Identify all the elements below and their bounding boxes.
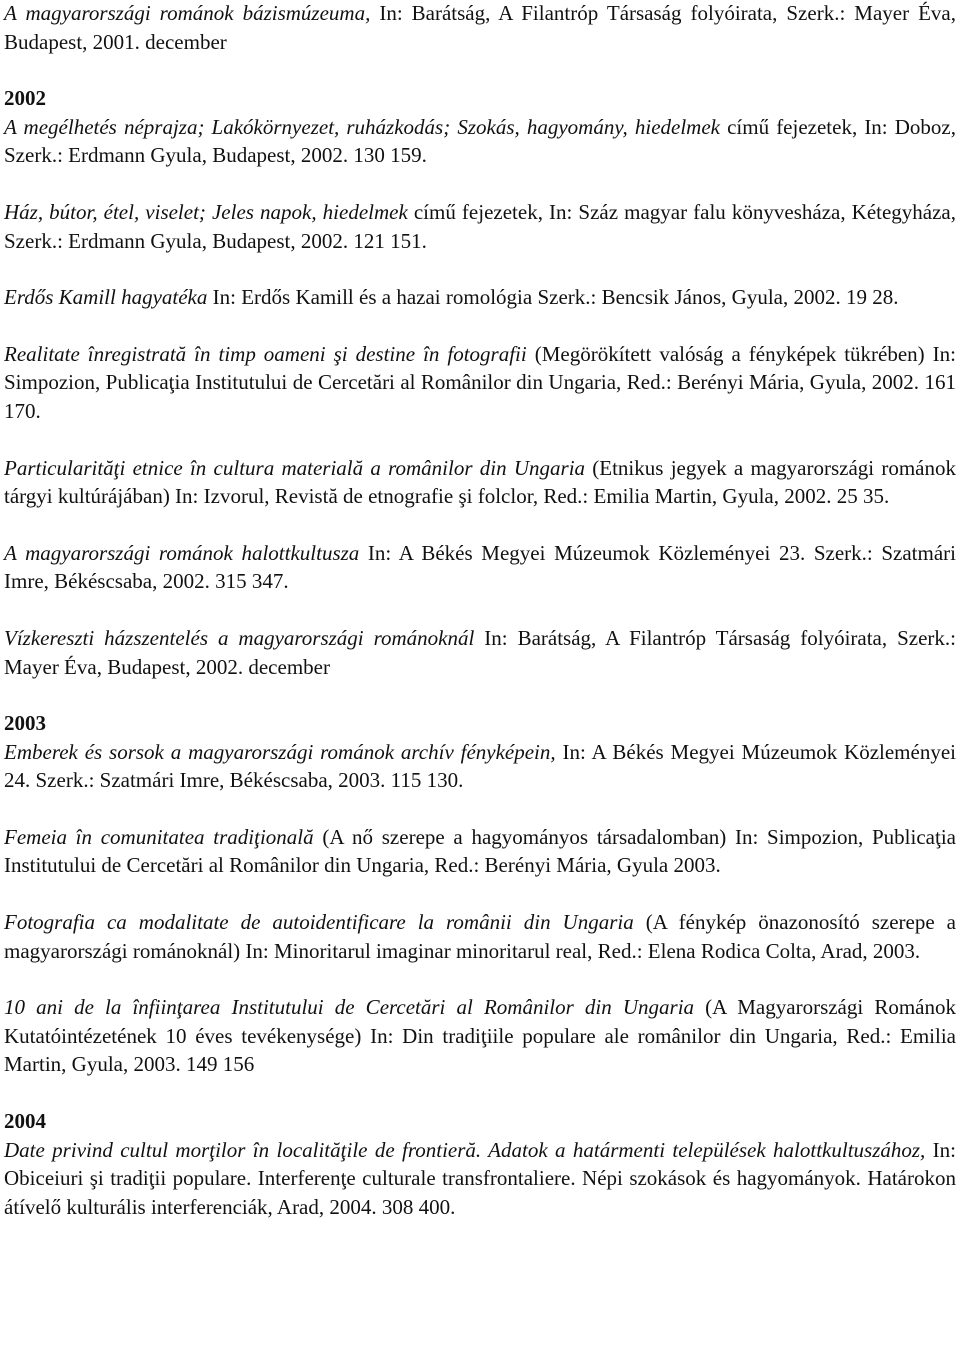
bibliography-entry — [4, 113, 956, 170]
year-heading: 2003 — [4, 711, 46, 736]
entry-title: Particularităţi etnice în cultura materială a românilor din Ungaria — [4, 455, 586, 480]
entry-title: A megélhetés néprajza; Lakókörnyezet, ruházkodás; Szokás, hagyomány, hiedelmek — [4, 114, 720, 139]
entry-title: A magyarországi románok bázismúzeuma, — [4, 1, 371, 25]
entry-details: című fejezetek, In: Doboz, Szerk.: Erdmann Gyula, Budapest, 2002. 130 159. — [4, 114, 956, 168]
entry-title: 10 ani de la înfiinţarea Institutului de Cercetări al Românilor din Ungaria — [4, 995, 695, 1020]
entry-title: Realitate înregistrată în timp oameni şi destine în fotografii — [4, 341, 527, 366]
bibliography-entry — [4, 539, 956, 596]
entry-details: (A fénykép önazonosító szerepe a magyarországi románoknál) In: Minoritarul imaginar minoritarul real, Red.: Elena Rodica Colta, Arad, 2003. — [4, 910, 956, 963]
bibliography-entry — [4, 823, 956, 880]
entry-title: Fotografia ca modalitate de autoidentificare la românii din Ungaria — [4, 910, 634, 935]
entry-details: In: A Békés Megyei Múzeumok Közleményei 24. Szerk.: Szatmári Imre, Békéscsaba, 2003. 115 130. — [4, 739, 956, 793]
entry-title: Date privind cultul morţilor în localităţile de frontieră. Adatok a határmenti települések halottkultuszához, — [4, 1137, 926, 1162]
entry-title: Emberek és sorsok a magyarországi románok archív fényképein, — [4, 739, 556, 764]
entry-details: (Megörökített valóság a fényképek tükrében) In: Simpozion, Publicaţia Institutului de Cercetări al Românilor din Ungaria, Red.: Berényi Mária, Gyula, 2002. 161 170. — [4, 341, 956, 423]
entry-details: (A Magyarországi Románok Kutatóintézetének 10 éves tevékenysége) In: Din tradiţiile populare ale românilor din Ungaria, Red.: Emilia Martin, Gyula, 2003. 149 156 — [4, 995, 956, 1077]
year-heading: 2002 — [4, 86, 46, 111]
entry-title: Vízkereszti házszentelés a magyarországi románoknál — [4, 625, 475, 650]
entry-details: című fejezetek, In: Száz magyar falu könyvesháza, Kétegyháza, Szerk.: Erdmann Gyula, Budapest, 2002. 121 151. — [4, 199, 957, 253]
bibliography-entry — [4, 0, 956, 56]
entry-details: In: Barátság, A Filantróp Társaság folyóirata, Szerk.: Mayer Éva, Budapest, 2001. december — [4, 1, 956, 54]
bibliography-entry — [4, 198, 956, 255]
bibliography-entry — [4, 624, 956, 681]
entry-title: A magyarországi románok halottkultusza — [4, 540, 360, 565]
entry-details: (A nő szerepe a hagyományos társadalomban) In: Simpozion, Publicaţia Institutului de Cercetări al Românilor din Ungaria, Red.: Berényi Mária, Gyula 2003. — [4, 824, 956, 878]
entry-details: In: Barátság, A Filantróp Társaság folyóirata, Szerk.: Mayer Éva, Budapest, 2002. december — [4, 625, 956, 679]
entry-details: (Etnikus jegyek a magyarországi románok tárgyi kultúrájában) In: Izvorul, Revistă de etnografie şi folclor, Red.: Emilia Martin, Gyula, 2002. 25 35. — [4, 455, 956, 509]
entry-title: Femeia în comunitatea tradiţională — [4, 824, 314, 849]
bibliography-entry — [4, 340, 956, 426]
bibliography-entry — [4, 738, 956, 795]
bibliography-entry — [4, 283, 956, 312]
entry-details: In: Obiceiuri şi tradiţii populare. Interferenţe culturale transfrontaliere. Népi szokások és hagyományok. Határokon átívelő kulturális interferenciák, Arad, 2004. 308 400. — [4, 1137, 957, 1219]
entry-title: Ház, bútor, étel, viselet; Jeles napok, hiedelmek — [4, 199, 408, 224]
bibliography-entry — [4, 993, 956, 1079]
bibliography-entry — [4, 454, 956, 511]
entry-details: In: Erdős Kamill és a hazai romológia Szerk.: Bencsik János, Gyula, 2002. 19 28. — [207, 285, 899, 310]
entry-title: Erdős Kamill hagyatéka — [4, 285, 208, 310]
bibliography-entry — [4, 908, 956, 965]
bibliography-entry — [4, 1136, 956, 1222]
year-heading: 2004 — [4, 1109, 46, 1134]
entry-details: In: A Békés Megyei Múzeumok Közleményei 23. Szerk.: Szatmári Imre, Békéscsaba, 2002. 315 347. — [4, 540, 956, 594]
